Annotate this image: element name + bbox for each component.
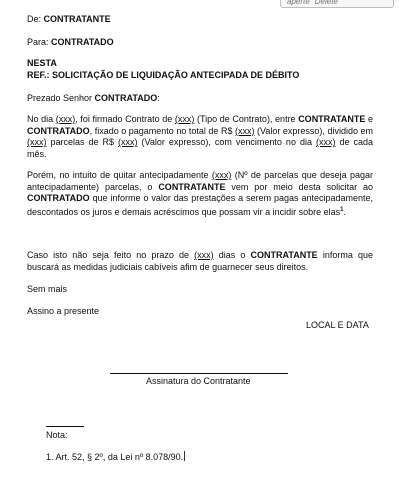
p1-text: (Valor expresso), com vencimento no dia	[137, 137, 316, 148]
p1-text: , fixado o pagamento no total de R$	[89, 125, 235, 136]
footnote-label: Nota:	[46, 430, 68, 440]
delete-hint-box: aperte "Delete"	[280, 0, 394, 8]
p1-text: , foi firmado Contrato de	[75, 114, 175, 124]
placeholder-xxx: (xxx)	[315, 137, 336, 148]
nesta-text: NESTA	[27, 58, 57, 68]
salutation	[27, 93, 160, 105]
p2-text: (Nº de parcelas que deseja pagar antecipadamente) parcelas, o	[27, 170, 373, 192]
salutation-prefix: Prezado Senhor	[27, 93, 95, 103]
paragraph-deadline	[27, 250, 373, 273]
paragraph-contract	[27, 114, 373, 160]
signature-line	[110, 373, 288, 374]
p3-text: informa que buscará as medidas judiciais cabíveis afim de guarnecer seus direitos.	[27, 250, 373, 272]
p1-text: No dia	[27, 114, 56, 124]
footnote-text	[46, 451, 185, 462]
p2-contratado: CONTRATADO	[27, 193, 90, 204]
p1-text: (Tipo de Contrato), entre	[194, 114, 299, 124]
placeholder-xxx: (xxx)	[55, 114, 76, 124]
to-value: CONTRATADO	[51, 37, 114, 47]
placeholder-xxx: (xxx)	[118, 137, 138, 148]
salutation-suffix: :	[157, 93, 160, 103]
placeholder-xxx: (xxx)	[211, 170, 232, 180]
p2-contratante: CONTRATANTE	[158, 181, 226, 192]
salutation-name: CONTRATADO	[94, 93, 158, 103]
p3-contratante: CONTRATANTE	[250, 250, 318, 260]
footnote-text-content: 1. Art. 52, § 2º, da Lei nº 8.078/90.	[46, 452, 184, 462]
footnote-ref: 1	[340, 206, 344, 213]
paragraph-request	[27, 170, 373, 218]
nesta-line	[27, 58, 57, 70]
p3-text: dias o	[213, 250, 251, 260]
to-label: Para:	[27, 37, 52, 47]
ref-line	[27, 70, 299, 82]
p1-contratado: CONTRATADO	[27, 125, 90, 136]
p2-text: Porém, no intuito de quitar antecipadamente	[27, 170, 212, 180]
p2-text: que informe o valor das prestações a serem pagas antecipadamente, descontados os juros e demais acréscimos que possam vir a incidir sobre elas	[27, 193, 373, 217]
signature-label: Assinatura do Contratante	[146, 376, 251, 386]
text-cursor	[184, 451, 185, 461]
p2-text: vem por meio desta solicitar ao	[225, 181, 373, 192]
p2-text: .	[343, 206, 347, 217]
p1-text: de cada mês.	[27, 137, 373, 159]
placeholder-xxx: (xxx)	[174, 114, 195, 124]
p3-text: Caso isto não seja feito no prazo de	[27, 250, 195, 260]
place-and-date: LOCAL E DATA	[306, 320, 369, 330]
closing-assino: Assino a presente	[27, 306, 100, 316]
placeholder-xxx: (xxx)	[27, 137, 47, 148]
p1-text: parcelas de R$	[46, 137, 119, 148]
placeholder-xxx: (xxx)	[194, 250, 214, 260]
placeholder-xxx: (xxx)	[235, 125, 255, 136]
p1-text: (Valor expresso), dividido em	[254, 125, 373, 136]
to-line	[27, 37, 114, 49]
footnote-divider	[46, 426, 84, 427]
p1-text: e	[365, 114, 373, 124]
from-line	[27, 14, 111, 26]
ref-text: REF.: SOLICITAÇÃO DE LIQUIDAÇÃO ANTECIPADA DE DÉBITO	[27, 70, 300, 80]
from-label: De:	[27, 14, 44, 24]
p1-contratante: CONTRATANTE	[298, 114, 366, 124]
from-value: CONTRATANTE	[43, 14, 111, 24]
closing-sem-mais: Sem mais	[27, 284, 68, 294]
